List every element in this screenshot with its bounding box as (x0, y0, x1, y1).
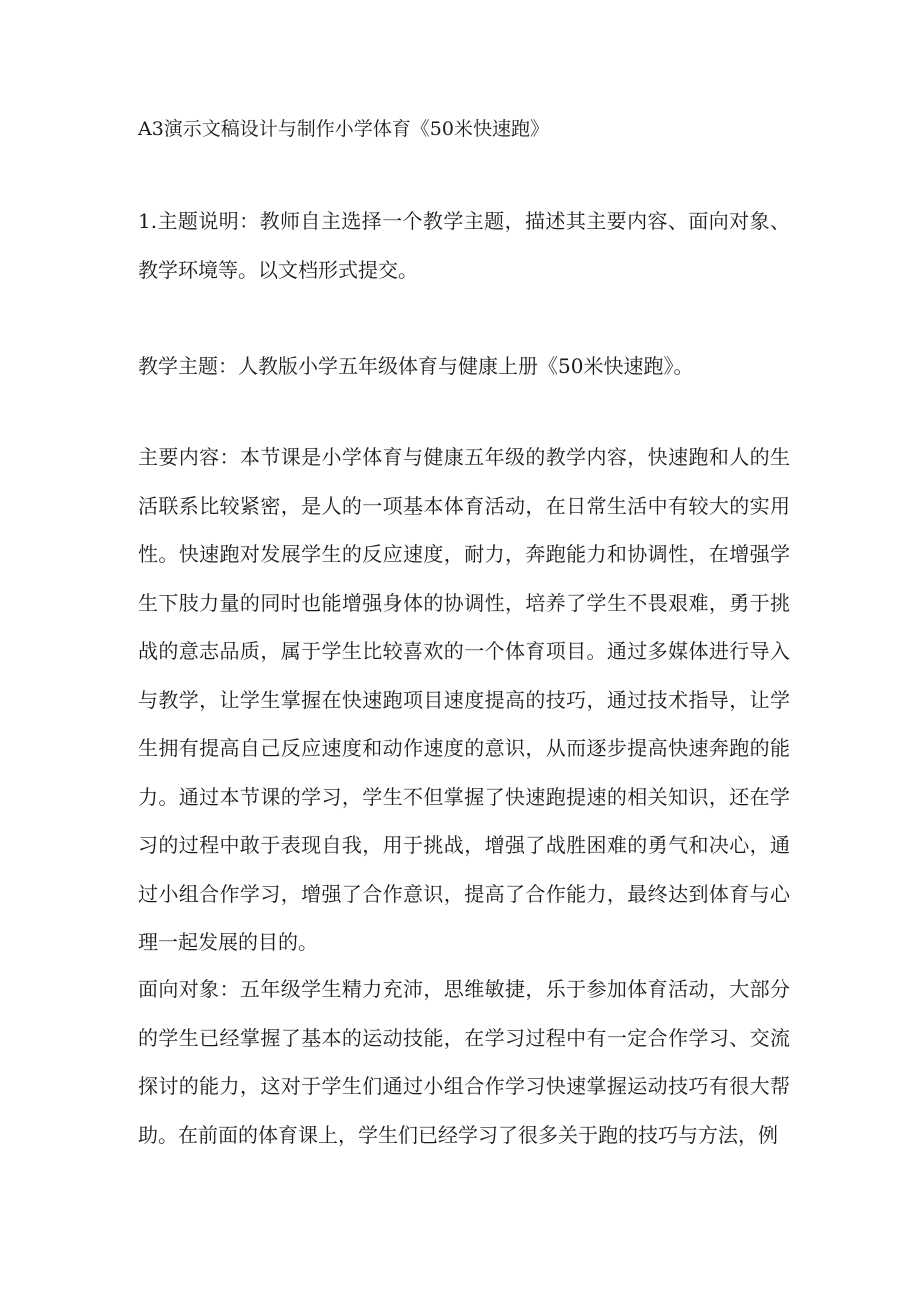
teaching-theme-paragraph: 教学主题：人教版小学五年级体育与健康上册《50米快速跑》。 (138, 354, 694, 378)
main-content-paragraph: 主要内容：本节课是小学体育与健康五年级的教学内容，快速跑和人的生活联系比较紧密，是人的一项基本体育活动，在日常生活中有较大的实用性。快速跑对发展学生的反应速度，耐力，奔跑能力和协调性，在增强学生下肢力量的同时也能增强身体的协调性，培养了学生不畏艰难，勇于挑战的意志品质，属于学生比较喜欢的一个体育项目。通过多媒体进行导入与教学，让学生掌握在快速跑项目速度提高的技巧，通过技术指导，让学生拥有提高自己反应速度和动作速度的意识，从而逐步提高快速奔跑的能力。通过本节课的学习，学生不但掌握了快速跑提速的相关知识，还在学习的过程中敢于表现自我，用于挑战，增强了战胜困难的勇气和决心，通过小组合作学习，增强了合作意识，提高了合作能力，最终达到体育与心理一起发展的目的。 (138, 445, 790, 954)
document-title: A3演示文稿设计与制作小学体育《50米快速跑》 (138, 118, 549, 140)
target-audience-paragraph: 面向对象：五年级学生精力充沛，思维敏捷，乐于参加体育活动，大部分的学生已经掌握了基本的运动技能，在学习过程中有一定合作学习、交流探讨的能力，这对于学生们通过小组合作学习快速掌握运动技巧有很大帮助。在前面的体育课上，学生们已经学习了很多关于跑的技巧与方法，例 (138, 977, 790, 1147)
section-heading-paragraph: 1.主题说明：教师自主选择一个教学主题，描述其主要内容、面向对象、教学环境等。以文档形式提交。 (138, 209, 790, 282)
